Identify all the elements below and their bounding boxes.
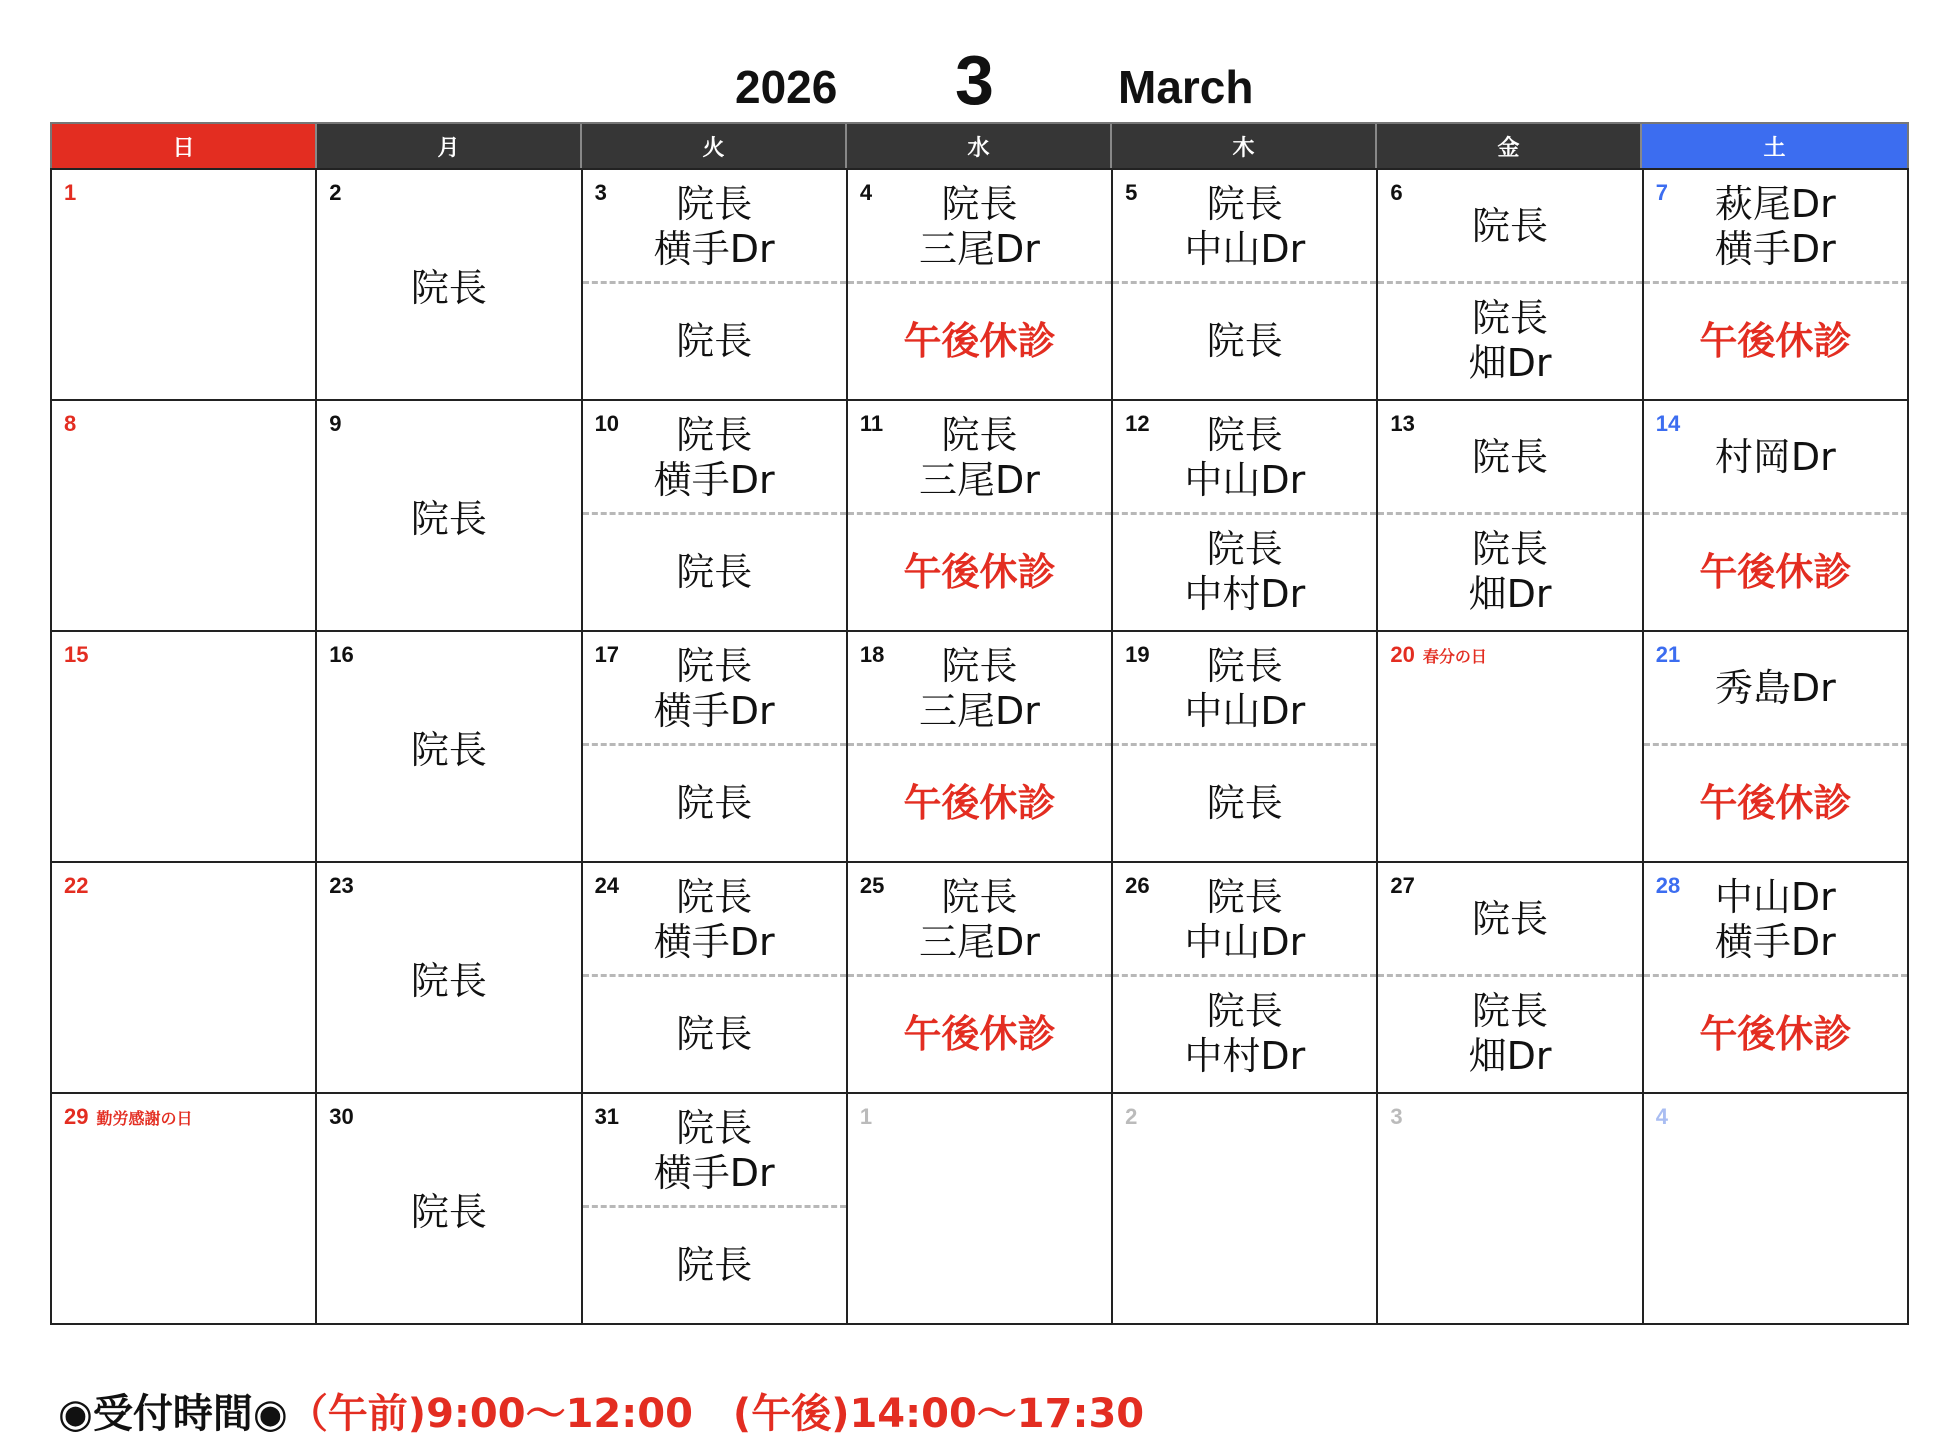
day-number (1125, 1104, 1137, 1130)
afternoon-closed-label: 午後休診 (1699, 549, 1852, 594)
day-number-text: 2 (329, 180, 342, 205)
day-number-text: 18 (859, 642, 885, 667)
day-number-text: 26 (1125, 873, 1150, 898)
morning-schedule (583, 632, 846, 745)
doctor-name: 院長 (941, 643, 1018, 688)
calendar-grid (50, 168, 1909, 1325)
doctor-name: 院長 (410, 959, 487, 1003)
day-number-text: 29 (64, 1104, 89, 1129)
day-cell (1644, 1094, 1909, 1325)
afternoon-schedule (848, 745, 1111, 861)
day-number-text: 15 (64, 642, 89, 667)
day-number-text: 27 (1390, 873, 1415, 898)
day-number-text: 3 (594, 180, 607, 205)
reception-hours-label: ◉受付時間◉ (58, 1391, 288, 1437)
day-cell (1644, 170, 1909, 401)
day-number-text: 4 (1655, 1104, 1668, 1129)
afternoon-closed-label: 午後休診 (1699, 1011, 1852, 1056)
doctor-name: 院長 (410, 728, 487, 772)
day-cell (583, 632, 848, 863)
day-cell (1378, 632, 1643, 863)
day-cell (1113, 632, 1378, 863)
afternoon-schedule (1378, 283, 1641, 399)
doctor-name: 中村Dr (1184, 572, 1306, 616)
weekday-header-sun: 日 (52, 124, 317, 168)
doctor-name: 院長 (1472, 204, 1549, 249)
doctor-name: 院長 (1472, 989, 1549, 1034)
holiday-name: 勤労感謝の日 (96, 1109, 193, 1128)
weekday-header-wed: 水 (847, 124, 1112, 168)
morning-schedule (848, 863, 1111, 976)
day-number (860, 1104, 872, 1130)
morning-schedule (1378, 170, 1641, 283)
day-cell (1644, 401, 1909, 632)
day-cell (52, 170, 317, 401)
doctor-name: 院長 (676, 1011, 753, 1056)
morning-schedule (583, 1094, 846, 1207)
doctor-name: 院長 (1472, 527, 1549, 572)
morning-schedule (583, 170, 846, 283)
afternoon-schedule (1644, 745, 1907, 861)
title-year: 2026 (735, 61, 838, 113)
day-cell (1113, 1094, 1378, 1325)
afternoon-closed-label: 午後休診 (903, 549, 1056, 594)
morning-schedule (583, 401, 846, 514)
doctor-name: 横手Dr (1714, 226, 1836, 271)
weekday-header-mon: 月 (317, 124, 582, 168)
day-cell (317, 863, 582, 1094)
doctor-name: 中山Dr (1184, 226, 1306, 271)
doctor-name: 横手Dr (653, 919, 775, 964)
doctor-name: 院長 (1206, 318, 1283, 363)
afternoon-schedule (583, 745, 846, 861)
day-number-text: 14 (1655, 411, 1681, 436)
morning-schedule (1378, 863, 1641, 976)
day-number-text: 1 (859, 1104, 873, 1129)
doctor-name: 萩尾Dr (1714, 181, 1836, 226)
day-number-text: 24 (594, 873, 620, 898)
afternoon-closed-label: 午後休診 (1699, 780, 1852, 825)
reception-hours (58, 1382, 1144, 1439)
morning-schedule (1644, 401, 1907, 514)
afternoon-schedule (848, 514, 1111, 630)
day-cell (1378, 863, 1643, 1094)
doctor-name: 院長 (1472, 296, 1549, 341)
day-cell (848, 401, 1113, 632)
morning-schedule (1113, 632, 1376, 745)
doctor-name: 院長 (676, 780, 753, 825)
doctor-name: 中山Dr (1184, 688, 1306, 733)
doctor-name: 三尾Dr (919, 688, 1040, 733)
doctor-name: 院長 (1472, 435, 1549, 480)
day-cell (1378, 170, 1643, 401)
morning-schedule (1644, 632, 1907, 745)
doctor-name: 横手Dr (653, 226, 775, 271)
day-number-text: 6 (1390, 180, 1403, 205)
day-cell (1378, 1094, 1643, 1325)
day-cell (1113, 863, 1378, 1094)
day-cell (1644, 863, 1909, 1094)
day-number-text: 1 (64, 180, 77, 205)
morning-schedule (1113, 863, 1376, 976)
morning-schedule (1644, 863, 1907, 976)
weekday-header-thu: 木 (1112, 124, 1377, 168)
morning-schedule (1644, 170, 1907, 283)
day-cell (1113, 401, 1378, 632)
holiday-name: 春分の日 (1422, 647, 1487, 666)
afternoon-schedule (1113, 283, 1376, 399)
morning-schedule (583, 863, 846, 976)
day-number (64, 873, 88, 899)
doctor-name: 中山Dr (1714, 874, 1836, 919)
afternoon-schedule (1378, 976, 1641, 1092)
day-number-text: 4 (859, 180, 873, 205)
doctor-name: 院長 (1206, 874, 1283, 919)
monthly-schedule-calendar (50, 122, 1909, 1325)
afternoon-schedule (848, 976, 1111, 1092)
day-number-text: 9 (329, 411, 342, 436)
doctor-name: 三尾Dr (919, 226, 1040, 271)
weekday-header-tue: 火 (582, 124, 847, 168)
doctor-name: 院長 (1206, 527, 1283, 572)
day-number-text: 2 (1125, 1104, 1138, 1129)
afternoon-schedule (1113, 745, 1376, 861)
day-cell (848, 632, 1113, 863)
weekday-header-fri: 金 (1377, 124, 1642, 168)
doctor-name: 院長 (410, 266, 487, 310)
doctor-name: 院長 (941, 181, 1018, 226)
day-cell (317, 401, 582, 632)
afternoon-schedule (583, 976, 846, 1092)
doctor-name: 横手Dr (653, 688, 775, 733)
day-cell (583, 863, 848, 1094)
full-day-schedule (317, 170, 580, 399)
full-day-schedule (317, 632, 580, 861)
afternoon-closed-label: 午後休診 (903, 1011, 1056, 1056)
day-number-text: 21 (1655, 642, 1681, 667)
morning-schedule (1378, 401, 1641, 514)
day-number-text: 19 (1125, 642, 1150, 667)
afternoon-schedule (848, 283, 1111, 399)
doctor-name: 院長 (1206, 181, 1283, 226)
day-number (64, 1104, 193, 1130)
weekday-header-row (50, 122, 1909, 168)
day-cell (1113, 170, 1378, 401)
doctor-name: 院長 (1206, 643, 1283, 688)
doctor-name: 院長 (676, 643, 753, 688)
day-cell (583, 170, 848, 401)
day-cell (848, 1094, 1113, 1325)
day-number-text: 28 (1655, 873, 1681, 898)
doctor-name: 院長 (676, 181, 753, 226)
full-day-schedule (317, 863, 580, 1092)
afternoon-schedule (1113, 514, 1376, 630)
day-cell (52, 401, 317, 632)
day-number-text: 22 (64, 873, 89, 898)
doctor-name: 三尾Dr (919, 457, 1040, 502)
doctor-name: 院長 (676, 1105, 753, 1150)
full-day-schedule (317, 1094, 580, 1323)
doctor-name: 横手Dr (653, 457, 775, 502)
afternoon-schedule (1113, 976, 1376, 1092)
doctor-name: 秀島Dr (1714, 666, 1836, 711)
day-number (1390, 642, 1487, 668)
doctor-name: 院長 (676, 1242, 753, 1287)
day-number-text: 11 (859, 411, 884, 436)
doctor-name: 三尾Dr (919, 919, 1040, 964)
afternoon-schedule (583, 1207, 846, 1323)
doctor-name: 院長 (1472, 897, 1549, 942)
day-cell (848, 863, 1113, 1094)
doctor-name: 横手Dr (1714, 919, 1836, 964)
day-number-text: 23 (329, 873, 354, 898)
afternoon-schedule (583, 514, 846, 630)
doctor-name: 中山Dr (1184, 919, 1306, 964)
doctor-name: 村岡Dr (1714, 435, 1836, 480)
afternoon-closed-label: 午後休診 (903, 780, 1056, 825)
doctor-name: 院長 (941, 412, 1018, 457)
day-number-text: 13 (1390, 411, 1415, 436)
day-cell (52, 1094, 317, 1325)
afternoon-closed-label: 午後休診 (903, 318, 1056, 363)
afternoon-closed-label: 午後休診 (1699, 318, 1852, 363)
doctor-name: 畑Dr (1468, 341, 1552, 385)
weekday-header-sat: 土 (1642, 124, 1907, 168)
day-number-text: 3 (1390, 1104, 1403, 1129)
morning-schedule (848, 632, 1111, 745)
morning-schedule (848, 401, 1111, 514)
doctor-name: 畑Dr (1468, 572, 1552, 616)
doctor-name: 畑Dr (1468, 1034, 1552, 1078)
day-number-text: 25 (859, 873, 885, 898)
day-cell (583, 1094, 848, 1325)
day-number (64, 180, 76, 206)
doctor-name: 院長 (1206, 412, 1283, 457)
doctor-name: 院長 (676, 549, 753, 594)
day-number (1656, 1104, 1668, 1130)
doctor-name: 院長 (410, 1190, 487, 1234)
day-number-text: 17 (594, 642, 620, 667)
doctor-name: 院長 (1206, 780, 1283, 825)
doctor-name: 中山Dr (1184, 457, 1306, 502)
afternoon-schedule (1644, 976, 1907, 1092)
day-cell (848, 170, 1113, 401)
day-cell (52, 863, 317, 1094)
doctor-name: 院長 (676, 412, 753, 457)
title-month-english: March (1118, 61, 1254, 113)
doctor-name: 中村Dr (1184, 1034, 1306, 1078)
day-cell (1378, 401, 1643, 632)
afternoon-schedule (1378, 514, 1641, 630)
doctor-name: 院長 (1206, 989, 1283, 1034)
full-day-schedule (317, 401, 580, 630)
doctor-name: 院長 (676, 318, 753, 363)
day-cell (317, 1094, 582, 1325)
day-number-text: 5 (1125, 180, 1138, 205)
day-number-text: 16 (329, 642, 354, 667)
day-number (64, 642, 88, 668)
afternoon-schedule (1644, 283, 1907, 399)
morning-schedule (1113, 401, 1376, 514)
day-number-text: 7 (1655, 180, 1668, 205)
day-cell (52, 632, 317, 863)
morning-schedule (1113, 170, 1376, 283)
day-cell (317, 170, 582, 401)
day-number-text: 12 (1125, 411, 1150, 436)
calendar-title (0, 40, 1958, 120)
day-cell (1644, 632, 1909, 863)
afternoon-schedule (1644, 514, 1907, 630)
afternoon-schedule (583, 283, 846, 399)
doctor-name: 院長 (941, 874, 1018, 919)
day-number (64, 411, 76, 437)
reception-hours-value: （午前)9:00〜12:00 (午後)14:00〜17:30 (287, 1391, 1145, 1437)
day-number-text: 30 (329, 1104, 354, 1129)
morning-schedule (848, 170, 1111, 283)
doctor-name: 横手Dr (653, 1150, 775, 1195)
day-number-text: 10 (594, 411, 620, 436)
day-number (1390, 1104, 1402, 1130)
doctor-name: 院長 (410, 497, 487, 541)
day-number-text: 8 (64, 411, 77, 436)
title-month: 3 (955, 41, 994, 119)
doctor-name: 院長 (676, 874, 753, 919)
day-cell (583, 401, 848, 632)
day-number-text: 20 (1390, 642, 1415, 667)
day-cell (317, 632, 582, 863)
day-number-text: 31 (594, 1104, 620, 1129)
